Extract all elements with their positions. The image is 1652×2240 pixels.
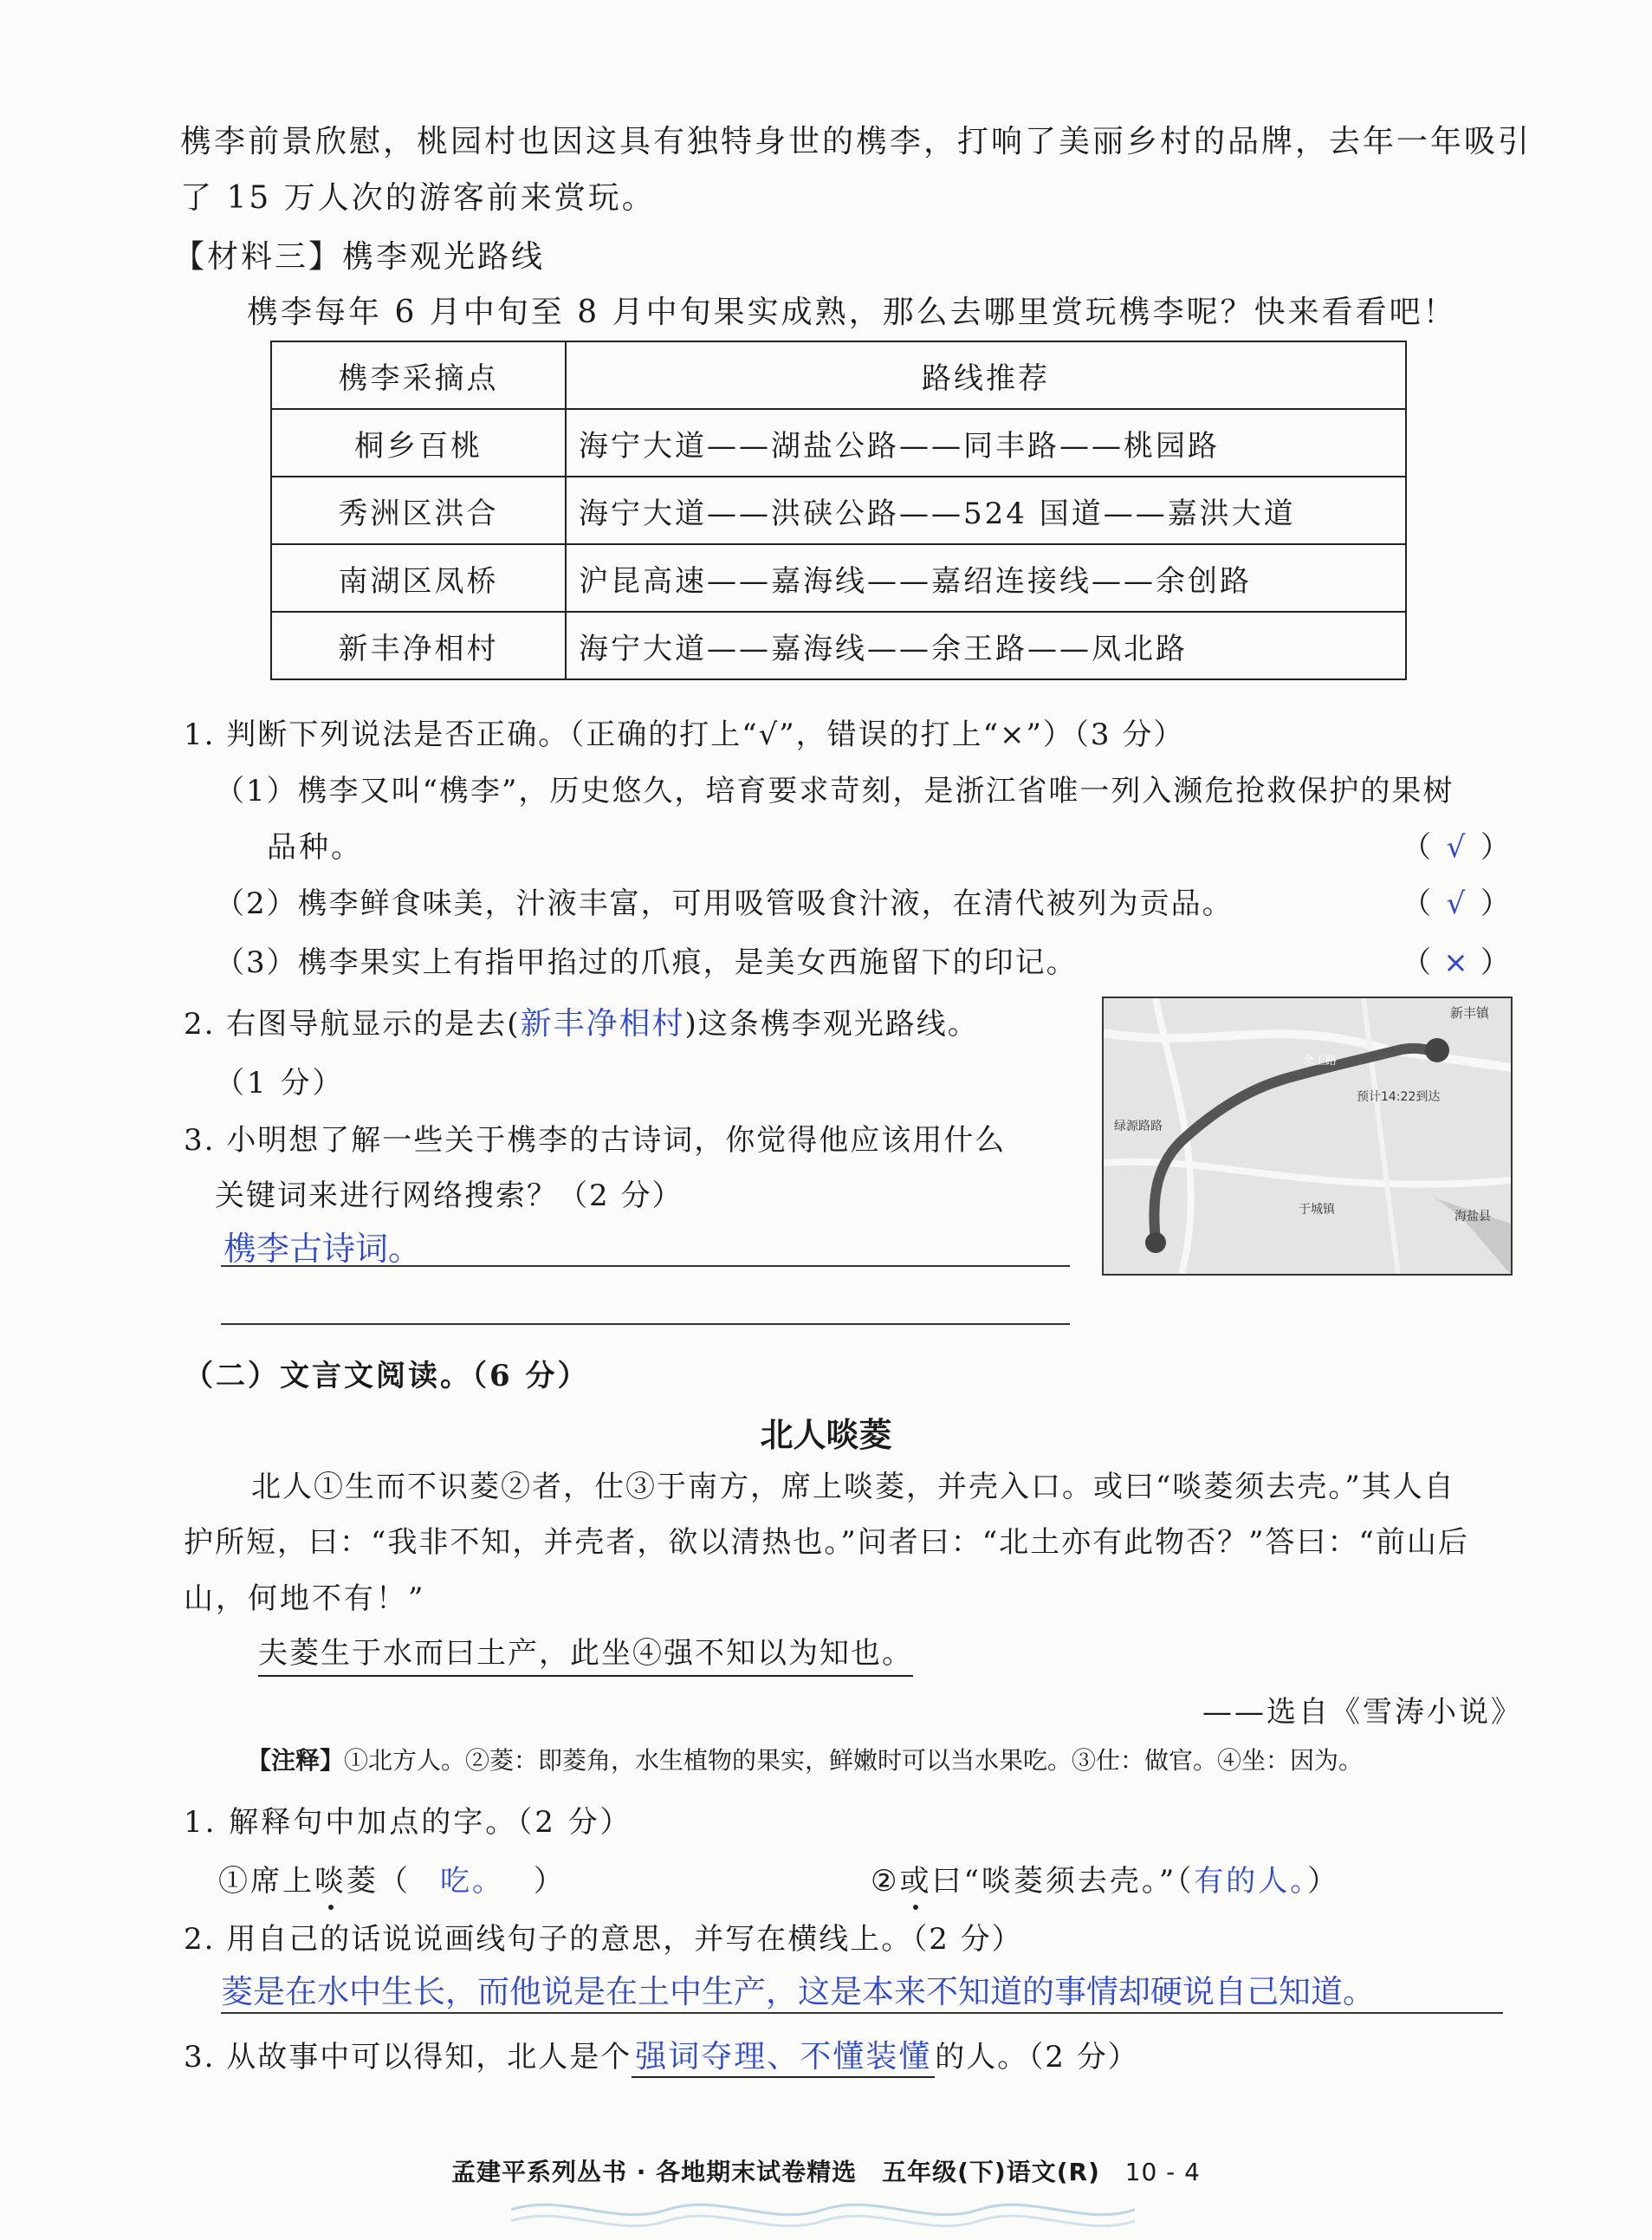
- cq1-b-answer: 有的人。: [1194, 1864, 1308, 1899]
- material3-heading: 【材料三】槜李观光路线: [173, 239, 546, 275]
- cq3-post: 的人。（2 分）: [935, 2040, 1139, 2074]
- cq1-b-post: 曰“啖菱须去壳。”（: [931, 1864, 1195, 1899]
- passage-title: 北人啖菱: [760, 1416, 892, 1454]
- navigation-map-image: [1102, 997, 1513, 1276]
- passage-notes: [247, 1742, 1363, 1776]
- map-label: 新丰镇: [1450, 1005, 1490, 1021]
- material3-lead: 槜李每年 6 月中旬至 8 月中旬果实成熟，那么去哪里赏玩槜李呢？快来看看吧！: [247, 295, 1457, 330]
- map-label: 余王路: [1303, 1055, 1338, 1068]
- cq2-stem: 2. 用自己的话说说画线句子的意思，并写在横线上。（2 分）: [184, 1922, 1023, 1957]
- cq1-item-a: [218, 1857, 566, 1899]
- cq1-item-b: [871, 1857, 1339, 1899]
- route-table: [270, 341, 1407, 680]
- intro-line-2: 了 15 万人次的游客前来赏玩。: [180, 180, 656, 216]
- passage-source: ——选自《雪涛小说》: [1202, 1695, 1523, 1730]
- table-cell-route: 沪昆高速——嘉海线——嘉绍连接线——余创路: [566, 544, 1406, 612]
- answer-line: [221, 1323, 1070, 1325]
- table-cell-route: 海宁大道——洪硖公路——524 国道——嘉洪大道: [566, 477, 1406, 544]
- table-row: [271, 477, 1406, 544]
- paren-close: ）: [1480, 886, 1513, 921]
- cq3-answer: 强词夺理、不懂装懂: [632, 2032, 935, 2078]
- answer-line: [221, 1265, 1070, 1267]
- table-cell-place: 桐乡百桃: [271, 409, 566, 477]
- table-header-row: [271, 341, 1406, 409]
- table-header-place: 槜李采摘点: [271, 341, 566, 409]
- cq3-line: [184, 2032, 1139, 2078]
- cq1-a-post: 菱（: [347, 1864, 411, 1899]
- q2-line: [184, 999, 979, 1043]
- footer-text: 孟建平系列丛书 · 各地期末试卷精选 五年级(下)语文(R): [451, 2158, 1100, 2186]
- paren-close: ）: [1480, 945, 1513, 980]
- table-row: [271, 612, 1406, 679]
- table-cell-place: 南湖区凤桥: [271, 544, 566, 612]
- table-header-route: 路线推荐: [566, 341, 1406, 409]
- cq1-a-close: ）: [534, 1864, 566, 1899]
- q1-item1-answer: √: [1446, 830, 1468, 865]
- q1-item3-answer: ×: [1443, 945, 1471, 980]
- map-label: 绿源路路: [1114, 1120, 1163, 1133]
- q1-item1-line1: （1）槜李又叫“槜李”，历史悠久，培育要求苛刻，是浙江省唯一列入濒危抢救保护的果树: [215, 774, 1454, 808]
- paren-open: （: [1402, 886, 1434, 921]
- section2-heading: （二）文言文阅读。（6 分）: [184, 1359, 590, 1393]
- paren-open: （: [1402, 945, 1434, 980]
- cq2-answer: 菱是在水中生长，而他说是在土中生产，这是本来不知道的事情却硬说自己知道。: [221, 1973, 1375, 2010]
- passage-p1-line3: 山，何地不有！”: [184, 1581, 426, 1616]
- table-row: [271, 409, 1406, 477]
- passage-underlined-sentence: 夫菱生于水而曰土产，此坐④强不知以为知也。: [258, 1629, 913, 1677]
- passage-p1-line1: 北人①生而不识菱②者，仕③于南方，席上啖菱，并壳入口。或曰“啖菱须去壳。”其人自: [251, 1470, 1455, 1504]
- answer-line: [221, 2012, 1503, 2014]
- intro-line-1: 槜李前景欣慰，桃园村也因这具有独特身世的槜李，打响了美丽乡村的品牌，去年一年吸引: [180, 124, 1532, 159]
- cq3-pre: 3. 从故事中可以得知，北人是个: [184, 2040, 632, 2074]
- paren-close: ）: [1480, 830, 1513, 865]
- q1-item1-bracket: [1402, 823, 1513, 866]
- cq1-a-answer: 吃。: [440, 1864, 504, 1899]
- q1-stem: 1. 判断下列说法是否正确。（正确的打上“√”，错误的打上“×”）（3 分）: [184, 717, 1185, 752]
- map-graphic: [1104, 998, 1511, 1274]
- footer-wave-decoration: [511, 2188, 1135, 2231]
- page-number: 10 - 4: [1124, 2158, 1201, 2186]
- table-cell-place: 秀洲区洪合: [271, 477, 566, 544]
- map-label: 于城镇: [1299, 1203, 1335, 1217]
- table-cell-route: 海宁大道——嘉海线——余王路——凤北路: [566, 612, 1406, 679]
- paren-open: （: [1402, 830, 1434, 865]
- notes-label: 【注释】: [247, 1746, 345, 1775]
- cq1-b-close: ）: [1307, 1864, 1340, 1899]
- map-label: 海盐县: [1454, 1210, 1491, 1224]
- q1-item2-bracket: [1402, 880, 1513, 922]
- table-row: [271, 544, 1406, 612]
- cq1-a-pre: ①席上: [218, 1864, 314, 1899]
- q2-post: )这条槜李观光路线。: [684, 1007, 979, 1042]
- q3-line1: 3. 小明想了解一些关于槜李的古诗词，你觉得他应该用什么: [184, 1123, 1007, 1158]
- table-cell-route: 海宁大道——湖盐公路——同丰路——桃园路: [566, 409, 1406, 477]
- table-cell-place: 新丰净相村: [271, 612, 566, 679]
- q1-item2: （2）槜李鲜食味美，汁液丰富，可用吸管吸食汁液，在清代被列为贡品。: [215, 886, 1234, 921]
- q1-item3: （3）槜李果实上有指甲掐过的爪痕，是美女西施留下的印记。: [215, 945, 1078, 980]
- q2-score: （1 分）: [215, 1066, 345, 1101]
- notes-text: ①北方人。②菱：即菱角，水生植物的果实，鲜嫩时可以当水果吃。③仕：做官。④坐：因为。: [344, 1746, 1364, 1775]
- q3-line2: 关键词来进行网络搜索？（2 分）: [215, 1178, 683, 1213]
- q2-pre: 2. 右图导航显示的是去(: [184, 1007, 521, 1042]
- cq1-b-pre: ②: [871, 1864, 900, 1899]
- q1-item3-bracket: [1402, 938, 1513, 981]
- q1-item1-line2: 品种。: [267, 830, 363, 865]
- dotted-char: 啖: [314, 1857, 347, 1899]
- map-label: 预计14:22到达: [1357, 1090, 1441, 1104]
- cq1-stem: 1. 解释句中加点的字。（2 分）: [184, 1805, 632, 1840]
- q2-answer: 新丰净相村: [520, 1006, 685, 1042]
- q1-item2-answer: √: [1446, 886, 1468, 921]
- q3-answer: 槜李古诗词。: [224, 1230, 422, 1268]
- dotted-char: 或: [899, 1857, 931, 1899]
- page-footer: [0, 2153, 1652, 2188]
- passage-p1-line2: 护所短，曰：“我非不知，并壳者，欲以清热也。”问者曰：“北土亦有此物否？”答曰：“前山后: [184, 1525, 1469, 1560]
